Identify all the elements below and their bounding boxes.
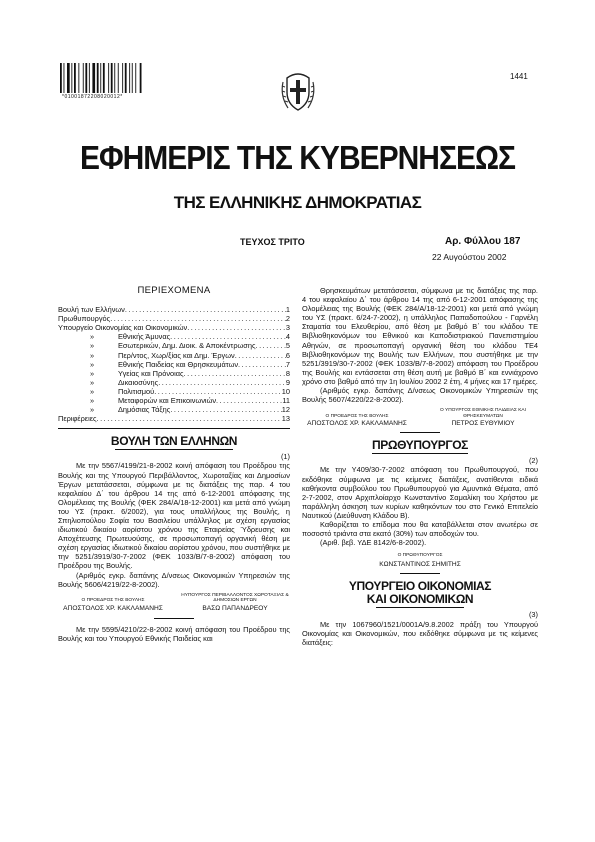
sheet-number: Αρ. Φύλλου 187 [445, 236, 521, 247]
barcode-bar [67, 63, 70, 93]
toc-leader-dots [158, 378, 286, 387]
signatory-name: ΚΩΝΣΤΑΝΤΙΝΟΣ ΣΗΜΙΤΗΣ [379, 561, 461, 569]
signature-block [302, 551, 538, 569]
toc-indent-mark: » [90, 350, 95, 360]
toc-item [58, 314, 290, 323]
barcode-bar [83, 63, 84, 93]
toc-item-label: Εθνικής Παιδείας και Θρησκευμάτων [118, 359, 239, 369]
toc-item-page: 5 [285, 341, 290, 351]
heading-underline [115, 449, 233, 450]
toc-item [58, 369, 290, 378]
toc-indent-mark: » [90, 341, 95, 351]
toc-item-page: 2 [285, 314, 290, 324]
toc-item-page: 6 [285, 350, 290, 360]
barcode-bar [118, 63, 119, 93]
divider [58, 428, 290, 429]
toc-item-page: 3 [285, 323, 290, 333]
decision-number: (3) [528, 610, 538, 620]
left-column [58, 286, 290, 643]
toc-item-label: Περιφέρειες [58, 414, 97, 424]
section-heading-ministry: ΥΠΟΥΡΓΕΙΟ ΟΙΚΟΝΟΜΙΑΣ [348, 579, 492, 594]
barcode-bar [135, 63, 136, 93]
barcode-bar [64, 63, 65, 93]
barcode-bar [108, 63, 109, 93]
toc-heading: ΠΕΡΙΕΧΟΜΕΝΑ [137, 285, 211, 296]
toc-indent-mark: » [90, 386, 95, 396]
toc-leader-dots [256, 341, 286, 350]
section-heading-ministry-line2: ΚΑΙ ΟΙΚΟΝΟΜΙΚΩΝ [366, 592, 474, 607]
signature-block [58, 593, 290, 613]
greek-coat-of-arms-emblem [278, 68, 318, 114]
heading-underline [372, 453, 468, 454]
toc-item-label: Υγείας και Πρόνοιας [118, 368, 184, 378]
toc-item-label: Μεταφορών και Επικοινωνιών [118, 396, 217, 406]
decision-text: Με την Υ409/30-7-2002 απόφαση του Πρωθυπουργού, που εκδόθηκε σύμφωνα με τις κείμενες διατάξεις, ανατίθενται ειδικά καθήκοντα συμβούλου του Πρωθυπουργού για Αμυντικά Θέματα, από 2-7-2002, στον Αρχιπλοίαρχο Κωνσταντίνο Σαμαλίκη του Χρήστου με παράλληλη άσκηση των κυρίων καθηκόντων του στο Γενικό Επιτελείο Ναυτικού (Διεύθυνση Κλάδου Β). [302, 465, 538, 520]
toc-indent-mark: » [90, 377, 95, 387]
toc-item [58, 396, 290, 405]
barcode-bar [125, 63, 127, 93]
toc-item-label: Πρωθυπουργός [58, 314, 111, 324]
toc-item-label: Δημόσιας Τάξης [118, 405, 171, 415]
barcode-bar [85, 63, 87, 93]
toc-item [58, 414, 290, 423]
toc-item-page: 11 [282, 396, 290, 406]
barcode [60, 63, 150, 93]
toc-leader-dots [125, 305, 286, 314]
toc-item-label: Πολιτισμού [118, 386, 155, 396]
signatory-role: Ο ΠΡΩΘΥΠΟΥΡΓΟΣ [397, 553, 443, 559]
toc-leader-dots [184, 369, 286, 378]
toc-leader-dots [170, 332, 286, 341]
toc-item [58, 332, 290, 341]
toc-item-label: Βουλή των Ελλήνων [58, 305, 125, 315]
decision-text: Καθορίζεται το επίδομα που θα καταβάλλεται στον ανωτέρω σε ποσοστό τριάντα στα εκατό (30%) των αποδοχών του. [302, 519, 538, 539]
toc-item-page: 13 [281, 414, 290, 424]
toc-indent-mark: » [90, 332, 95, 342]
decision-text: Με την 1067960/1521/0001Α/9.8.2002 πράξη του Υπουργού Οικονομίας και Οικονομικών, που εκδόθηκε σύμφωνα με τις κείμενες διατάξεις: [302, 619, 538, 647]
toc-item-page: 10 [281, 386, 290, 396]
toc-item-label: Περ/ντος, Χωρ/ξίας και Δημ. Έργων [118, 350, 235, 360]
gazette-title: ΕΦΗΜΕΡΙΣ ΤΗΣ ΚΥΒΕΡΝΗΣΕΩΣ [79, 140, 516, 177]
right-column [302, 286, 538, 647]
toc-leader-dots [170, 405, 281, 414]
heading-underline [376, 607, 464, 608]
barcode-bar [89, 63, 90, 93]
decision-number: (1) [280, 452, 290, 462]
barcode-bar [103, 63, 105, 93]
toc-item-label: Εθνικής Άμυνας [118, 332, 171, 342]
signatory-role: Ο ΠΡΟΕΔΡΟΣ ΤΗΣ ΒΟΥΛΗΣ [325, 413, 389, 419]
toc-item-label: Δικαιοσύνης [118, 377, 159, 387]
issue-date: 22 Αυγούστου 2002 [432, 252, 507, 262]
decision-text-continued: Θρησκευμάτων μετατάσσεται, σύμφωνα με τις διατάξεις της παρ. 4 του κεφαλαίου Δ΄ του άρθρου 14 της από 6-12-2001 απόφασης της Ολομέλειας της Βουλής (ΦΕΚ 284/Α/18-12-2001) και μετά από γνώμη του ΥΣ (πρακτ. 6/24-7-2002), η υπάλληλος Παπαδοπούλου - Γαρνέλη Σταματία του Ελευθερίου, από θέση με βαθμό Β΄ του κλάδου ΤΕ Βιβλιοθηκονόμων του Εθνικού και Καποδιστριακού Πανεπιστημίου Αθηνών, σε προσωποπαγή οργανική θέση του κλάδου ΤΕ4 Βιβλιοθηκονόμων της Βουλής των Ελλήνων, που συστήθηκε με την 5251/3919/30-7-2002 (ΦΕΚ 1033/Β/7-8-2002) απόφαση του Προέδρου της Βουλής και εντάσσεται στη θέση αυτή με βαθμό Β΄ και εννιάχρονο χρόνο στο βαθμό από την 1η Ιουλίου 2002 2 έτη, 4 μήνες και 17 ημέρες. [302, 286, 538, 386]
toc-leader-dots [154, 387, 282, 396]
decision-text: Με την 5567/4199/21-8-2002 κοινή απόφαση του Προέδρου της Βουλής και της Υπουργού Περιβάλλοντος, Χωροταξίας και Δημοσίων Έργων μετατάσσεται, σύμφωνα με τις διατάξεις της παρ. 4 του κεφαλαίου Δ΄ του άρθρου 14 της από 6-12-2001 απόφασης της Ολομέλειας της Βουλής (ΦΕΚ 284/Α/18-12-2001) και μετά από γνώμη του ΥΣ (πρακτ. 6/2002), για τους υπαλλήλους της Βουλής, η Σπηλιοπούλου Σοφία του Βασιλείου υπάλληλος με σχέση εργασίας ιδιωτικού δικαίου αορίστου χρόνου της Εταιρείας Ύδρευσης και Αποχέτευσης Πρωτευούσης, σε προσωποπαγή οργανική θέση με σχέση εργασίας ιδιωτικού δικαίου αορίστου χρόνου, που συστήθηκε με την 5251/3919/30-7-2002 (ΦΕΚ 1033/Β/7-8-2002) απόφαση του Προέδρου της Βουλής. [58, 461, 290, 571]
signatory-role: Ο ΠΡΟΕΔΡΟΣ ΤΗΣ ΒΟΥΛΗΣ [81, 598, 145, 604]
barcode-bar [92, 63, 95, 93]
toc-leader-dots [216, 396, 282, 405]
signatory-role: Ο ΥΠΟΥΡΓΟΣ ΕΘΝΙΚΗΣ ΠΑΙΔΕΙΑΣ ΚΑΙ ΘΡΗΣΚΕΥΜΑΤΩΝ [440, 408, 526, 419]
toc-indent-mark: » [90, 405, 95, 415]
toc-leader-dots [97, 414, 282, 423]
barcode-bar [74, 63, 76, 93]
toc-item [58, 387, 290, 396]
toc-indent-mark: » [90, 368, 95, 378]
gazette-subtitle: ΤΗΣ ΕΛΛΗΝΙΚΗΣ ΔΗΜΟΚΡΑΤΙΑΣ [173, 193, 422, 212]
barcode-bar [100, 63, 101, 93]
table-of-contents [58, 305, 290, 423]
barcode-bar [78, 63, 79, 93]
signatory-name: ΒΑΣΩ ΠΑΠΑΝΔΡΕΟΥ [202, 604, 268, 612]
barcode-bar [114, 63, 115, 93]
barcode-bar [132, 63, 133, 93]
barcode-bar [97, 63, 99, 93]
barcode-number: *01001872208020012* [62, 94, 123, 100]
divider [400, 573, 440, 574]
toc-item [58, 305, 290, 314]
toc-leader-dots [238, 360, 286, 369]
signature-block [302, 408, 538, 428]
page-number: 1441 [510, 72, 528, 81]
divider [400, 432, 440, 433]
toc-item-label: Υπουργείο Οικονομίας και Οικονομικών [58, 323, 188, 333]
decision-budget-ref: (Αριθ. βεβ. ΥΔΕ 8142/6-8-2002). [320, 538, 427, 548]
barcode-bar [71, 63, 72, 93]
toc-item-label: Εσωτερικών, Δημ. Διοικ. & Αποκέντρωσης [118, 341, 256, 351]
toc-item [58, 360, 290, 369]
section-heading-prime-minister: ΠΡΩΘΥΠΟΥΡΓΟΣ [372, 438, 468, 453]
toc-leader-dots [187, 323, 286, 332]
decision-budget-ref: (Αριθμός εγκρ. δαπάνης Δ/νσεως Οικονομικών Υπηρεσιών της Βουλής 5606/4219/22-8-2002). [58, 570, 290, 589]
toc-item [58, 341, 290, 350]
toc-item-page: 8 [285, 368, 290, 378]
barcode-bar [122, 63, 123, 93]
toc-item-page: 4 [285, 332, 290, 342]
toc-item-page: 12 [281, 405, 290, 415]
section-heading-parliament: ΒΟΥΛΗ ΤΩΝ ΕΛΛΗΝΩΝ [110, 434, 238, 449]
decision-text: Με την 5595/4210/22-8-2002 κοινή απόφαση του Προέδρου της Βουλής και του Υπουργού Εθνικής Παιδείας και [58, 624, 290, 643]
signatory-name: ΑΠΟΣΤΟΛΟΣ ΧΡ. ΚΑΚΛΑΜΑΝΗΣ [307, 420, 407, 428]
issue-label: ΤΕΥΧΟΣ ΤΡΙΤΟ [240, 237, 305, 247]
toc-item [58, 378, 290, 387]
toc-leader-dots [235, 351, 286, 360]
signatory-name: ΑΠΟΣΤΟΛΟΣ ΧΡ. ΚΑΚΛΑΜΑΝΗΣ [63, 604, 163, 612]
toc-item [58, 323, 290, 332]
toc-item-page: 1 [285, 305, 290, 315]
toc-item [58, 351, 290, 360]
signatory-role: ΗΥΠΟΥΡΓΟΣ ΠΕΡΙΒΑΛΛΟΝΤΟΣ ΧΩΡΟΤΑΞΙΑΣ & ΔΗΜΟΣΙΩΝ ΕΡΓΩΝ [181, 592, 289, 604]
barcode-bar [111, 63, 113, 93]
toc-leader-dots [110, 314, 286, 323]
decision-budget-ref: (Αριθμός εγκρ. δαπάνης Δ/νσεως Οικονομικών Υπηρεσιών της Βουλής 5607/4220/22-8-2002). [302, 386, 538, 405]
divider [154, 618, 194, 619]
toc-indent-mark: » [90, 359, 95, 369]
toc-item-page: 7 [285, 359, 290, 369]
toc-item [58, 405, 290, 414]
barcode-bar [129, 63, 130, 93]
barcode-bar [140, 63, 142, 93]
toc-indent-mark: » [90, 396, 95, 406]
signatory-name: ΠΕΤΡΟΣ ΕΥΘΥΜΙΟΥ [451, 420, 515, 428]
barcode-bar [60, 63, 62, 93]
decision-number: (2) [528, 456, 538, 466]
toc-item-page: 9 [285, 377, 290, 387]
